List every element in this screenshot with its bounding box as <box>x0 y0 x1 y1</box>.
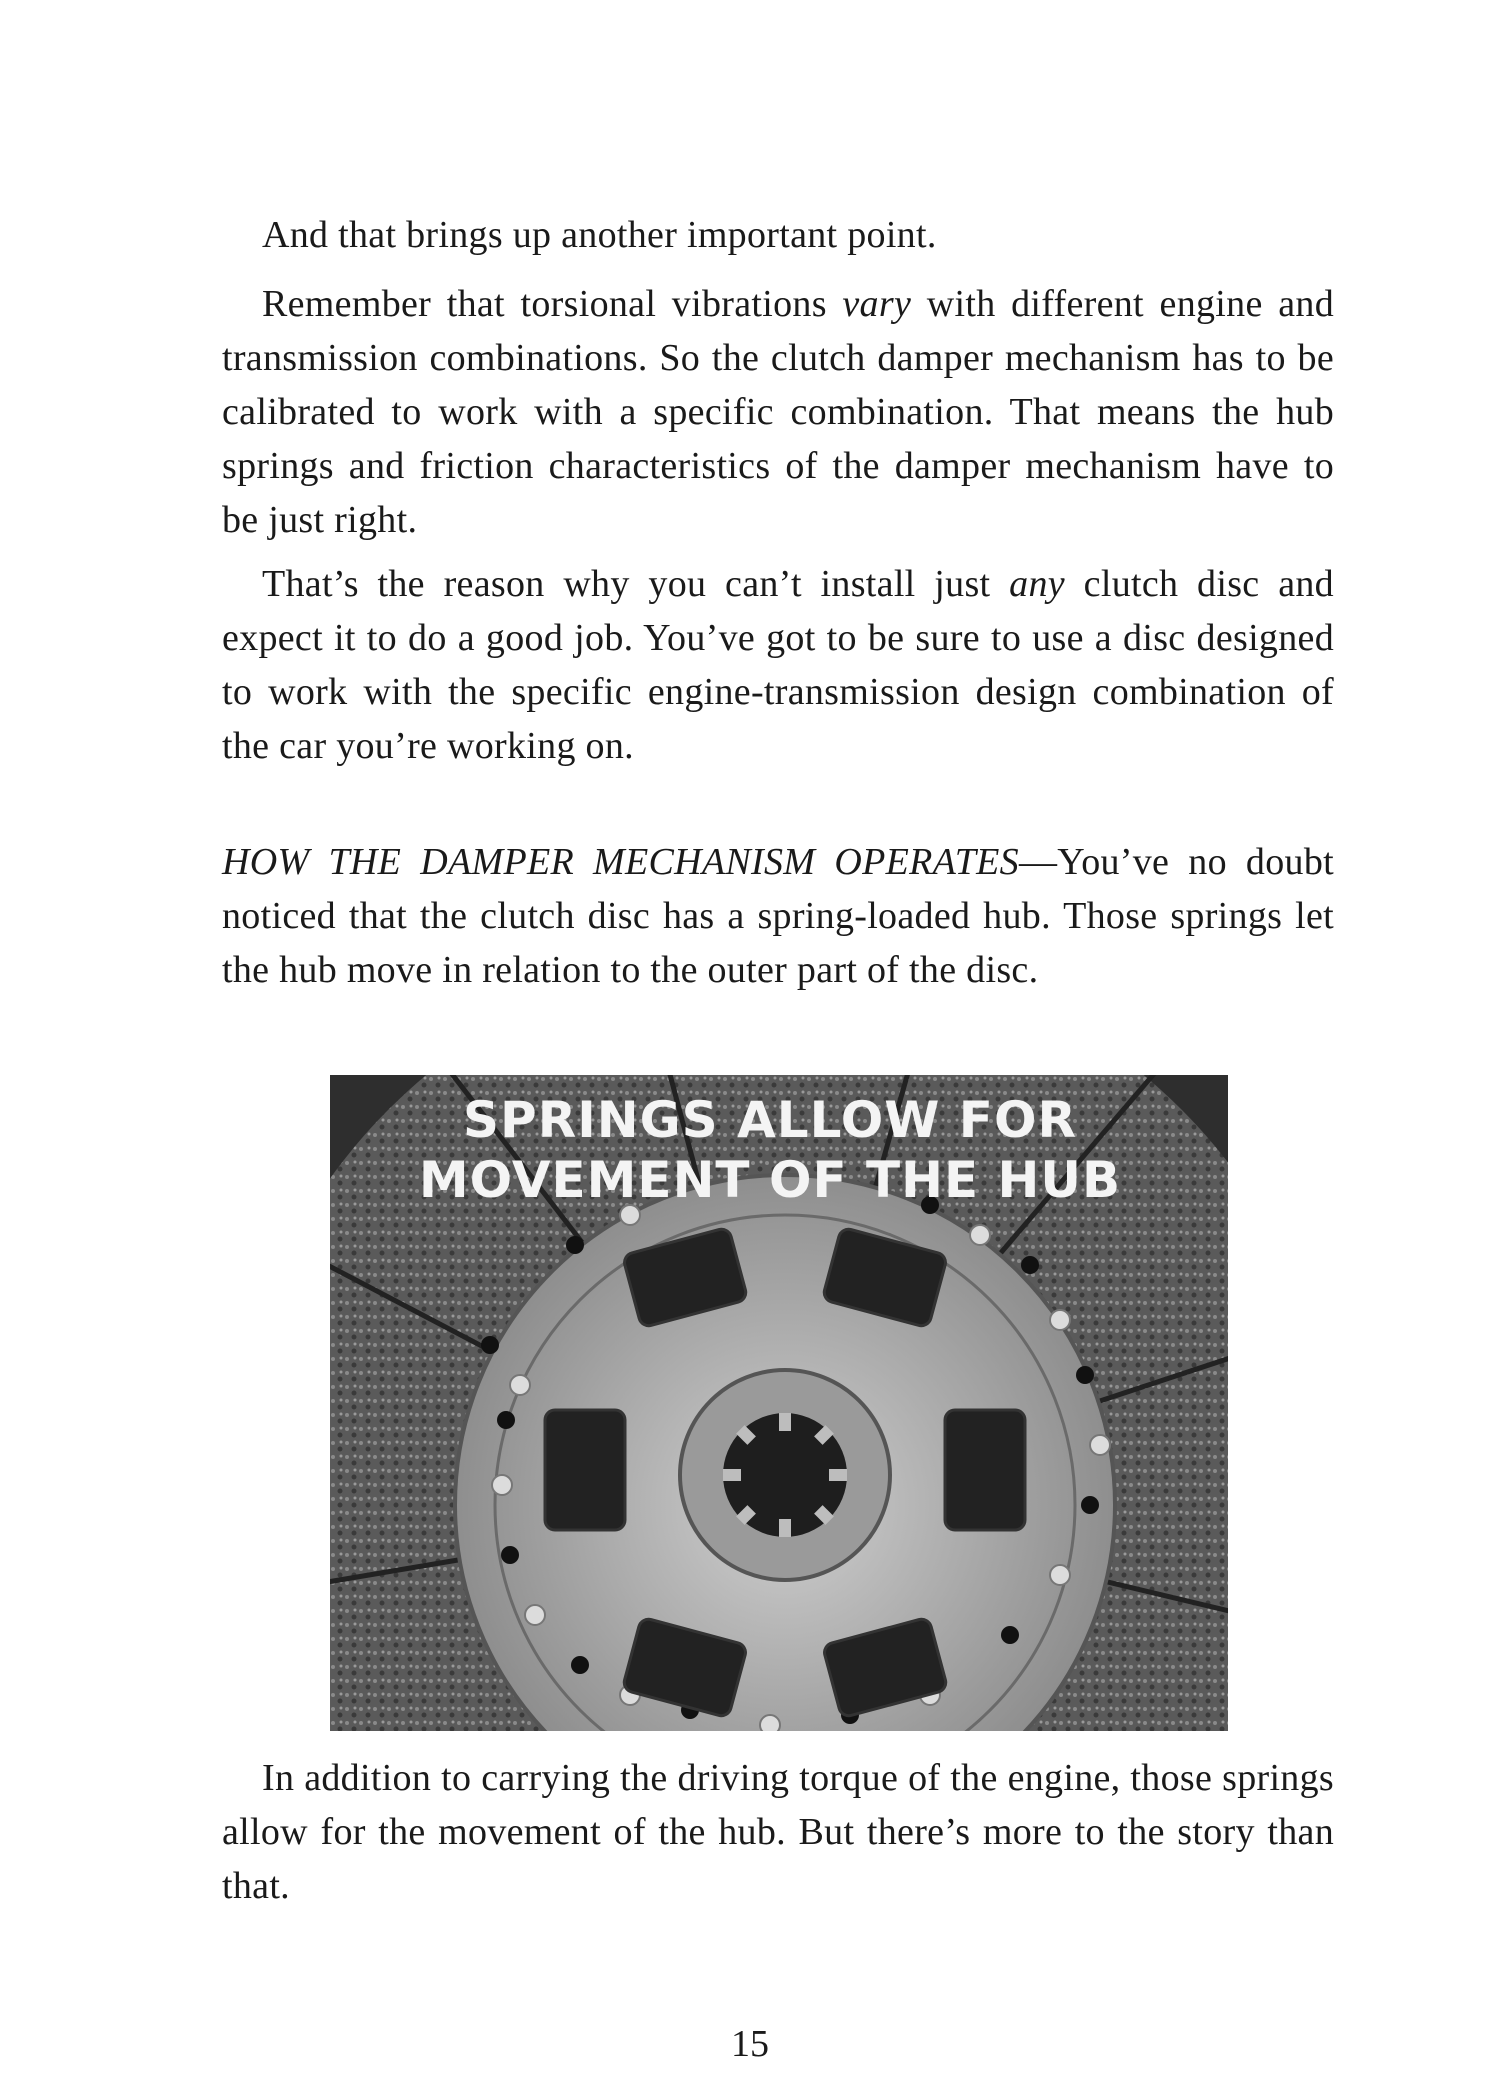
emphasis-any: any <box>1009 563 1065 605</box>
emphasis-vary: vary <box>842 283 912 325</box>
paragraph-driving-torque <box>222 1751 1334 1913</box>
paragraph-text: Remember that torsional vibrations <box>262 283 843 325</box>
photo-caption-line2: MOVEMENT OF THE HUB <box>418 1151 1122 1209</box>
paragraph-text: In addition to carrying the driving torque of the engine, those springs allow for the movement of the hub. But there’s more to the story than that. <box>222 1757 1334 1907</box>
paragraph-torsional-vibrations <box>222 277 1334 547</box>
paragraph-intro <box>222 208 1334 262</box>
paragraph-text: And that brings up another important point. <box>262 214 937 256</box>
page-number: 15 <box>731 2023 769 2065</box>
photo-caption-line1: SPRINGS ALLOW FOR <box>463 1091 1077 1149</box>
clutch-disc-photo <box>330 1075 1228 1731</box>
paragraph-text: clutch disc and expect it to do a good job. You’ve got to be sure to use a disc designed to work with the specific engine-transmission design combination of the car you’re working on. <box>222 563 1334 767</box>
paragraph-install-any-disc <box>222 557 1334 773</box>
section-heading: HOW THE DAMPER MECHANISM OPERATES <box>222 841 1019 883</box>
paragraph-text: That’s the reason why you can’t install just <box>262 563 1010 605</box>
paragraph-text: with different engine and transmission combinations. So the clutch damper mechanism has to be calibrated to work with a specific combination. That means the hub springs and friction characteristics of the damper mechanism have to be just right. <box>222 283 1334 541</box>
paragraph-text: —You’ve no doubt noticed that the clutch disc has a spring-loaded hub. Those springs let the hub move in relation to the outer part of the disc. <box>222 841 1334 991</box>
paragraph-damper-operation <box>222 835 1334 997</box>
